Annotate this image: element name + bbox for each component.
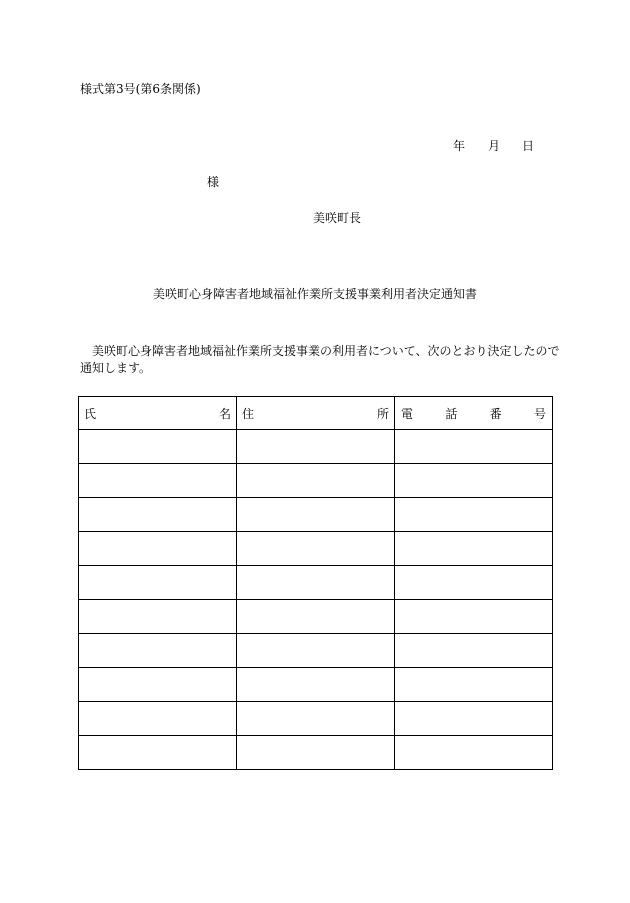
phone-cell[interactable] <box>395 532 553 566</box>
header-phone <box>395 397 553 430</box>
name-cell[interactable] <box>79 498 237 532</box>
address-cell[interactable] <box>237 430 395 464</box>
date-month-label: 月 <box>488 139 501 153</box>
document-title: 美咲町心身障害者地域福祉作業所支援事業利用者決定通知書 <box>152 287 477 301</box>
name-cell[interactable] <box>79 430 237 464</box>
table-row <box>79 668 553 702</box>
phone-cell[interactable] <box>395 464 553 498</box>
header-phone-char: 電 <box>401 406 414 421</box>
issuer: 美咲町長 <box>313 211 362 225</box>
address-cell[interactable] <box>237 498 395 532</box>
phone-cell[interactable] <box>395 430 553 464</box>
table-header-row <box>79 397 553 430</box>
address-cell[interactable] <box>237 532 395 566</box>
table-row <box>79 498 553 532</box>
name-cell[interactable] <box>79 702 237 736</box>
name-cell[interactable] <box>79 532 237 566</box>
body-line-1: 美咲町心身障害者地域福祉作業所支援事業の利用者について、次のとおり決定したので <box>92 344 560 358</box>
address-cell[interactable] <box>237 736 395 770</box>
user-table <box>78 396 553 770</box>
name-cell[interactable] <box>79 464 237 498</box>
header-address-char: 住 <box>242 406 255 421</box>
phone-cell[interactable] <box>395 634 553 668</box>
address-cell[interactable] <box>237 600 395 634</box>
header-phone-char: 話 <box>445 406 458 421</box>
phone-cell[interactable] <box>395 668 553 702</box>
name-cell[interactable] <box>79 566 237 600</box>
address-cell[interactable] <box>237 634 395 668</box>
table-row <box>79 736 553 770</box>
phone-cell[interactable] <box>395 702 553 736</box>
table-row <box>79 430 553 464</box>
body-text <box>80 343 560 377</box>
date-day-label: 日 <box>522 139 535 153</box>
name-cell[interactable] <box>79 668 237 702</box>
phone-cell[interactable] <box>395 600 553 634</box>
name-cell[interactable] <box>79 736 237 770</box>
header-name-char: 名 <box>218 406 231 421</box>
header-phone-char: 号 <box>533 406 546 421</box>
address-cell[interactable] <box>237 464 395 498</box>
phone-cell[interactable] <box>395 566 553 600</box>
table-row <box>79 532 553 566</box>
table-row <box>79 634 553 668</box>
phone-cell[interactable] <box>395 498 553 532</box>
address-cell[interactable] <box>237 702 395 736</box>
address-cell[interactable] <box>237 566 395 600</box>
date-year-label: 年 <box>453 139 466 153</box>
address-cell[interactable] <box>237 668 395 702</box>
table-body <box>79 430 553 770</box>
recipient-suffix: 様 <box>207 175 220 189</box>
name-cell[interactable] <box>79 600 237 634</box>
table-row <box>79 464 553 498</box>
header-name <box>79 397 237 430</box>
header-address <box>237 397 395 430</box>
name-cell[interactable] <box>79 634 237 668</box>
table-row <box>79 702 553 736</box>
header-name-char: 氏 <box>84 406 97 421</box>
form-number: 様式第3号(第6条関係) <box>80 82 201 96</box>
header-address-char: 所 <box>376 406 389 421</box>
body-line-2: 通知します。 <box>80 361 152 375</box>
table-row <box>79 566 553 600</box>
phone-cell[interactable] <box>395 736 553 770</box>
table-row <box>79 600 553 634</box>
header-phone-char: 番 <box>489 406 502 421</box>
